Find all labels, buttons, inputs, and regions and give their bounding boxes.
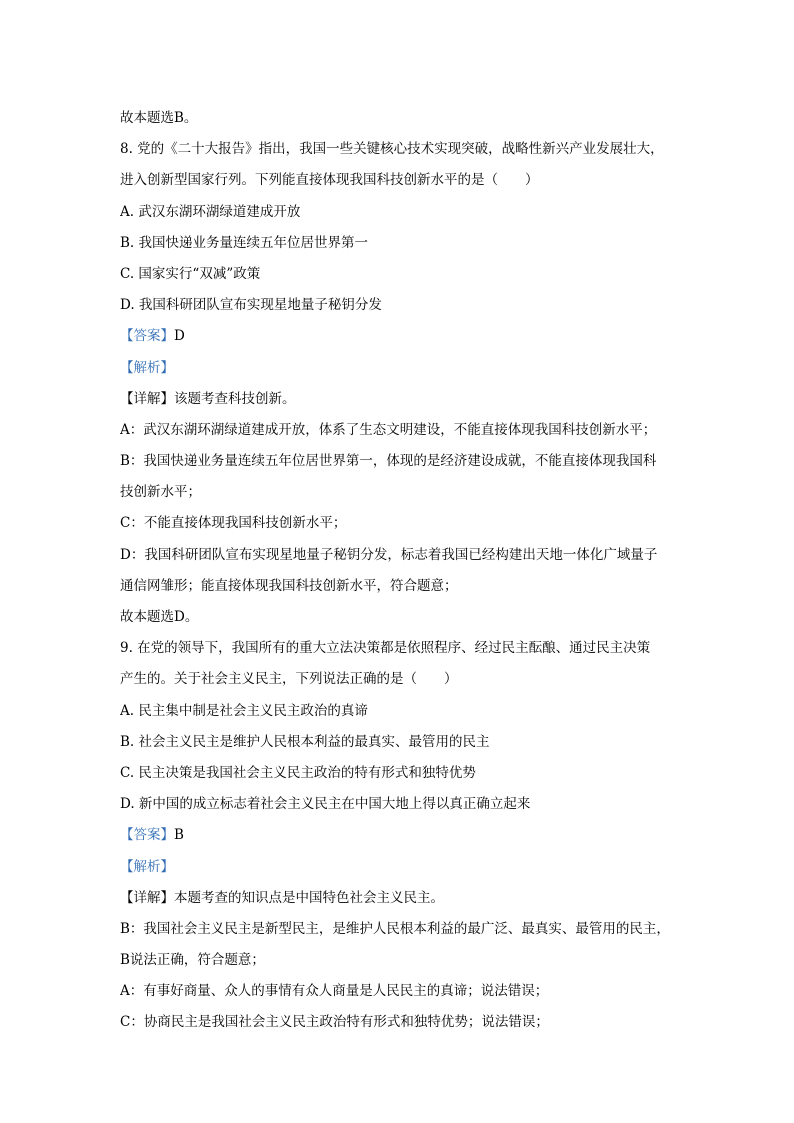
q8-answer (120, 321, 690, 352)
q8-option-b: B. 我国快递业务量连续五年位居世界第一 (120, 234, 369, 251)
q9-analysis (120, 852, 690, 883)
q8-explanation-line: C：不能直接体现我国科技创新水平； (120, 515, 347, 532)
q9-detail-tag: 【详解】 (120, 889, 174, 906)
q9-detail-text: 本题考查的知识点是中国特色社会主义民主。 (174, 889, 444, 906)
q8-explanation-line: 通信网雏形；能直接体现我国科技创新水平，符合题意； (120, 577, 458, 594)
q9-explanation-line: C：协商民主是我国社会主义民主政治特有形式和独特优势；说法错误； (120, 1014, 549, 1031)
q8-analysis (120, 353, 690, 384)
q9-explanation-line: A：有事好商量、众人的事情有众人商量是人民民主的真谛；说法错误； (120, 983, 549, 1000)
q8-answer-tag: 【答案】 (120, 328, 174, 345)
q7-conclusion: 故本题选B。 (120, 110, 198, 126)
q9-stem-line-2: 产生的。关于社会主义民主，下列说法正确的是（ ） (120, 671, 458, 688)
q8-detail (120, 384, 690, 415)
q9-answer-tag: 【答案】 (120, 827, 174, 844)
q8-option-a: A. 武汉东湖环湖绿道建成开放 (120, 203, 301, 220)
document-page (120, 103, 690, 1039)
q8-conclusion: 故本题选D。 (120, 609, 199, 625)
q8-stem-line-2: 进入创新型国家行列。下列能直接体现我国科技创新水平的是（ ） (120, 172, 539, 189)
q8-option-d: D. 我国科研团队宣布实现星地量子秘钥分发 (120, 297, 382, 314)
q9-option-c: C. 民主决策是我国社会主义民主政治的特有形式和独特优势 (120, 764, 476, 781)
q8-explanation-line: 技创新水平； (120, 484, 201, 501)
q9-answer (120, 820, 690, 851)
q9-detail (120, 883, 690, 914)
q9-option-a: A. 民主集中制是社会主义民主政治的真谛 (120, 702, 368, 719)
q8-analysis-tag: 【解析】 (120, 359, 174, 376)
q8-option-c: C. 国家实行“双减”政策 (120, 265, 261, 282)
q9-explanation-line: B说法正确，符合题意； (120, 952, 265, 969)
q8-detail-tag: 【详解】 (120, 390, 174, 407)
q8-stem-line-1: 8. 党的《二十大报告》指出，我国一些关键核心技术实现突破，战略性新兴产业发展壮大， (120, 141, 664, 158)
q8-detail-text: 该题考查科技创新。 (174, 390, 296, 407)
q8-explanation-line: D：我国科研团队宣布实现星地量子秘钥分发，标志着我国已经构建出天地一体化广域量子 (120, 546, 658, 563)
q8-explanation-line: A：武汉东湖环湖绿道建成开放，体系了生态文明建设，不能直接体现我国科技创新水平； (120, 421, 657, 438)
q8-explanation-line: B：我国快递业务量连续五年位居世界第一，体现的是经济建设成就，不能直接体现我国科 (120, 453, 657, 470)
q9-explanation-line: B：我国社会主义民主是新型民主，是维护人民根本利益的最广泛、最真实、最管用的民主， (120, 920, 670, 937)
q9-option-b: B. 社会主义民主是维护人民根本利益的最真实、最管用的民主 (120, 733, 490, 750)
q9-option-d: D. 新中国的成立标志着社会主义民主在中国大地上得以真正确立起来 (120, 796, 531, 813)
q9-answer-value: B (174, 827, 184, 844)
q9-analysis-tag: 【解析】 (120, 858, 174, 875)
q9-stem-line-1: 9. 在党的领导下，我国所有的重大立法决策都是依照程序、经过民主酝酿、通过民主决策 (120, 640, 651, 657)
q8-answer-value: D (174, 328, 185, 345)
